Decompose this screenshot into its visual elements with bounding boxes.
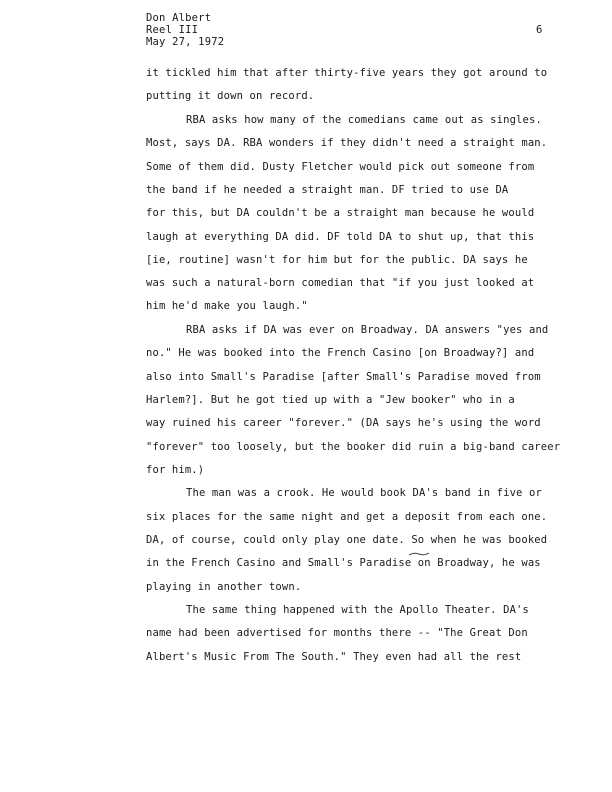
text-line: was such a natural-born comedian that "if you just looked at (146, 277, 535, 289)
text-line: him he'd make you laugh." (146, 300, 308, 312)
text-line: DA, of course, could only play one date. So when he was booked (146, 534, 548, 546)
header-date: May 27, 1972 (146, 36, 225, 48)
text-line: RBA asks how many of the comedians came out as singles. (186, 114, 542, 126)
text-line: laugh at everything DA did. DF told DA to shut up, that this (146, 231, 535, 243)
page-number: 6 (536, 24, 543, 36)
text-line: Some of them did. Dusty Fletcher would pick out someone from (146, 161, 535, 173)
text-line: [ie, routine] wasn't for him but for the public. DA says he (146, 254, 528, 266)
text-line: for him.) (146, 464, 205, 476)
text-line: Harlem?]. But he got tied up with a "Jew booker" who in a (146, 394, 515, 406)
text-line: playing in another town. (146, 581, 302, 593)
text-line: The man was a crook. He would book DA's band in five or (186, 487, 542, 499)
text-line: the band if he needed a straight man. DF tried to use DA (146, 184, 509, 196)
text-line: Most, says DA. RBA wonders if they didn't need a straight man. (146, 137, 548, 149)
text-line: it tickled him that after thirty-five years they got around to (146, 67, 548, 79)
text-line: no." He was booked into the French Casino [on Broadway?] and (146, 347, 535, 359)
text-line: "forever" too loosely, but the booker did ruin a big-band career (146, 441, 561, 453)
text-line: name had been advertised for months there -- "The Great Don (146, 627, 528, 639)
text-line: also into Small's Paradise [after Small's Paradise moved from (146, 371, 541, 383)
text-line: way ruined his career "forever." (DA says he's using the word (146, 417, 541, 429)
text-line: RBA asks if DA was ever on Broadway. DA answers "yes and (186, 324, 549, 336)
text-line: six places for the same night and get a deposit from each one. (146, 511, 548, 523)
handwritten-mark (408, 551, 430, 557)
header-name: Don Albert (146, 12, 212, 24)
text-line: putting it down on record. (146, 90, 315, 102)
text-line: for this, but DA couldn't be a straight man because he would (146, 207, 535, 219)
document-header (146, 12, 224, 48)
text-line: in the French Casino and Small's Paradise on Broadway, he was (146, 557, 541, 569)
text-line: Albert's Music From The South." They even had all the rest (146, 651, 522, 663)
header-reel: Reel III (146, 24, 199, 36)
text-line: The same thing happened with the Apollo Theater. DA's (186, 604, 529, 616)
